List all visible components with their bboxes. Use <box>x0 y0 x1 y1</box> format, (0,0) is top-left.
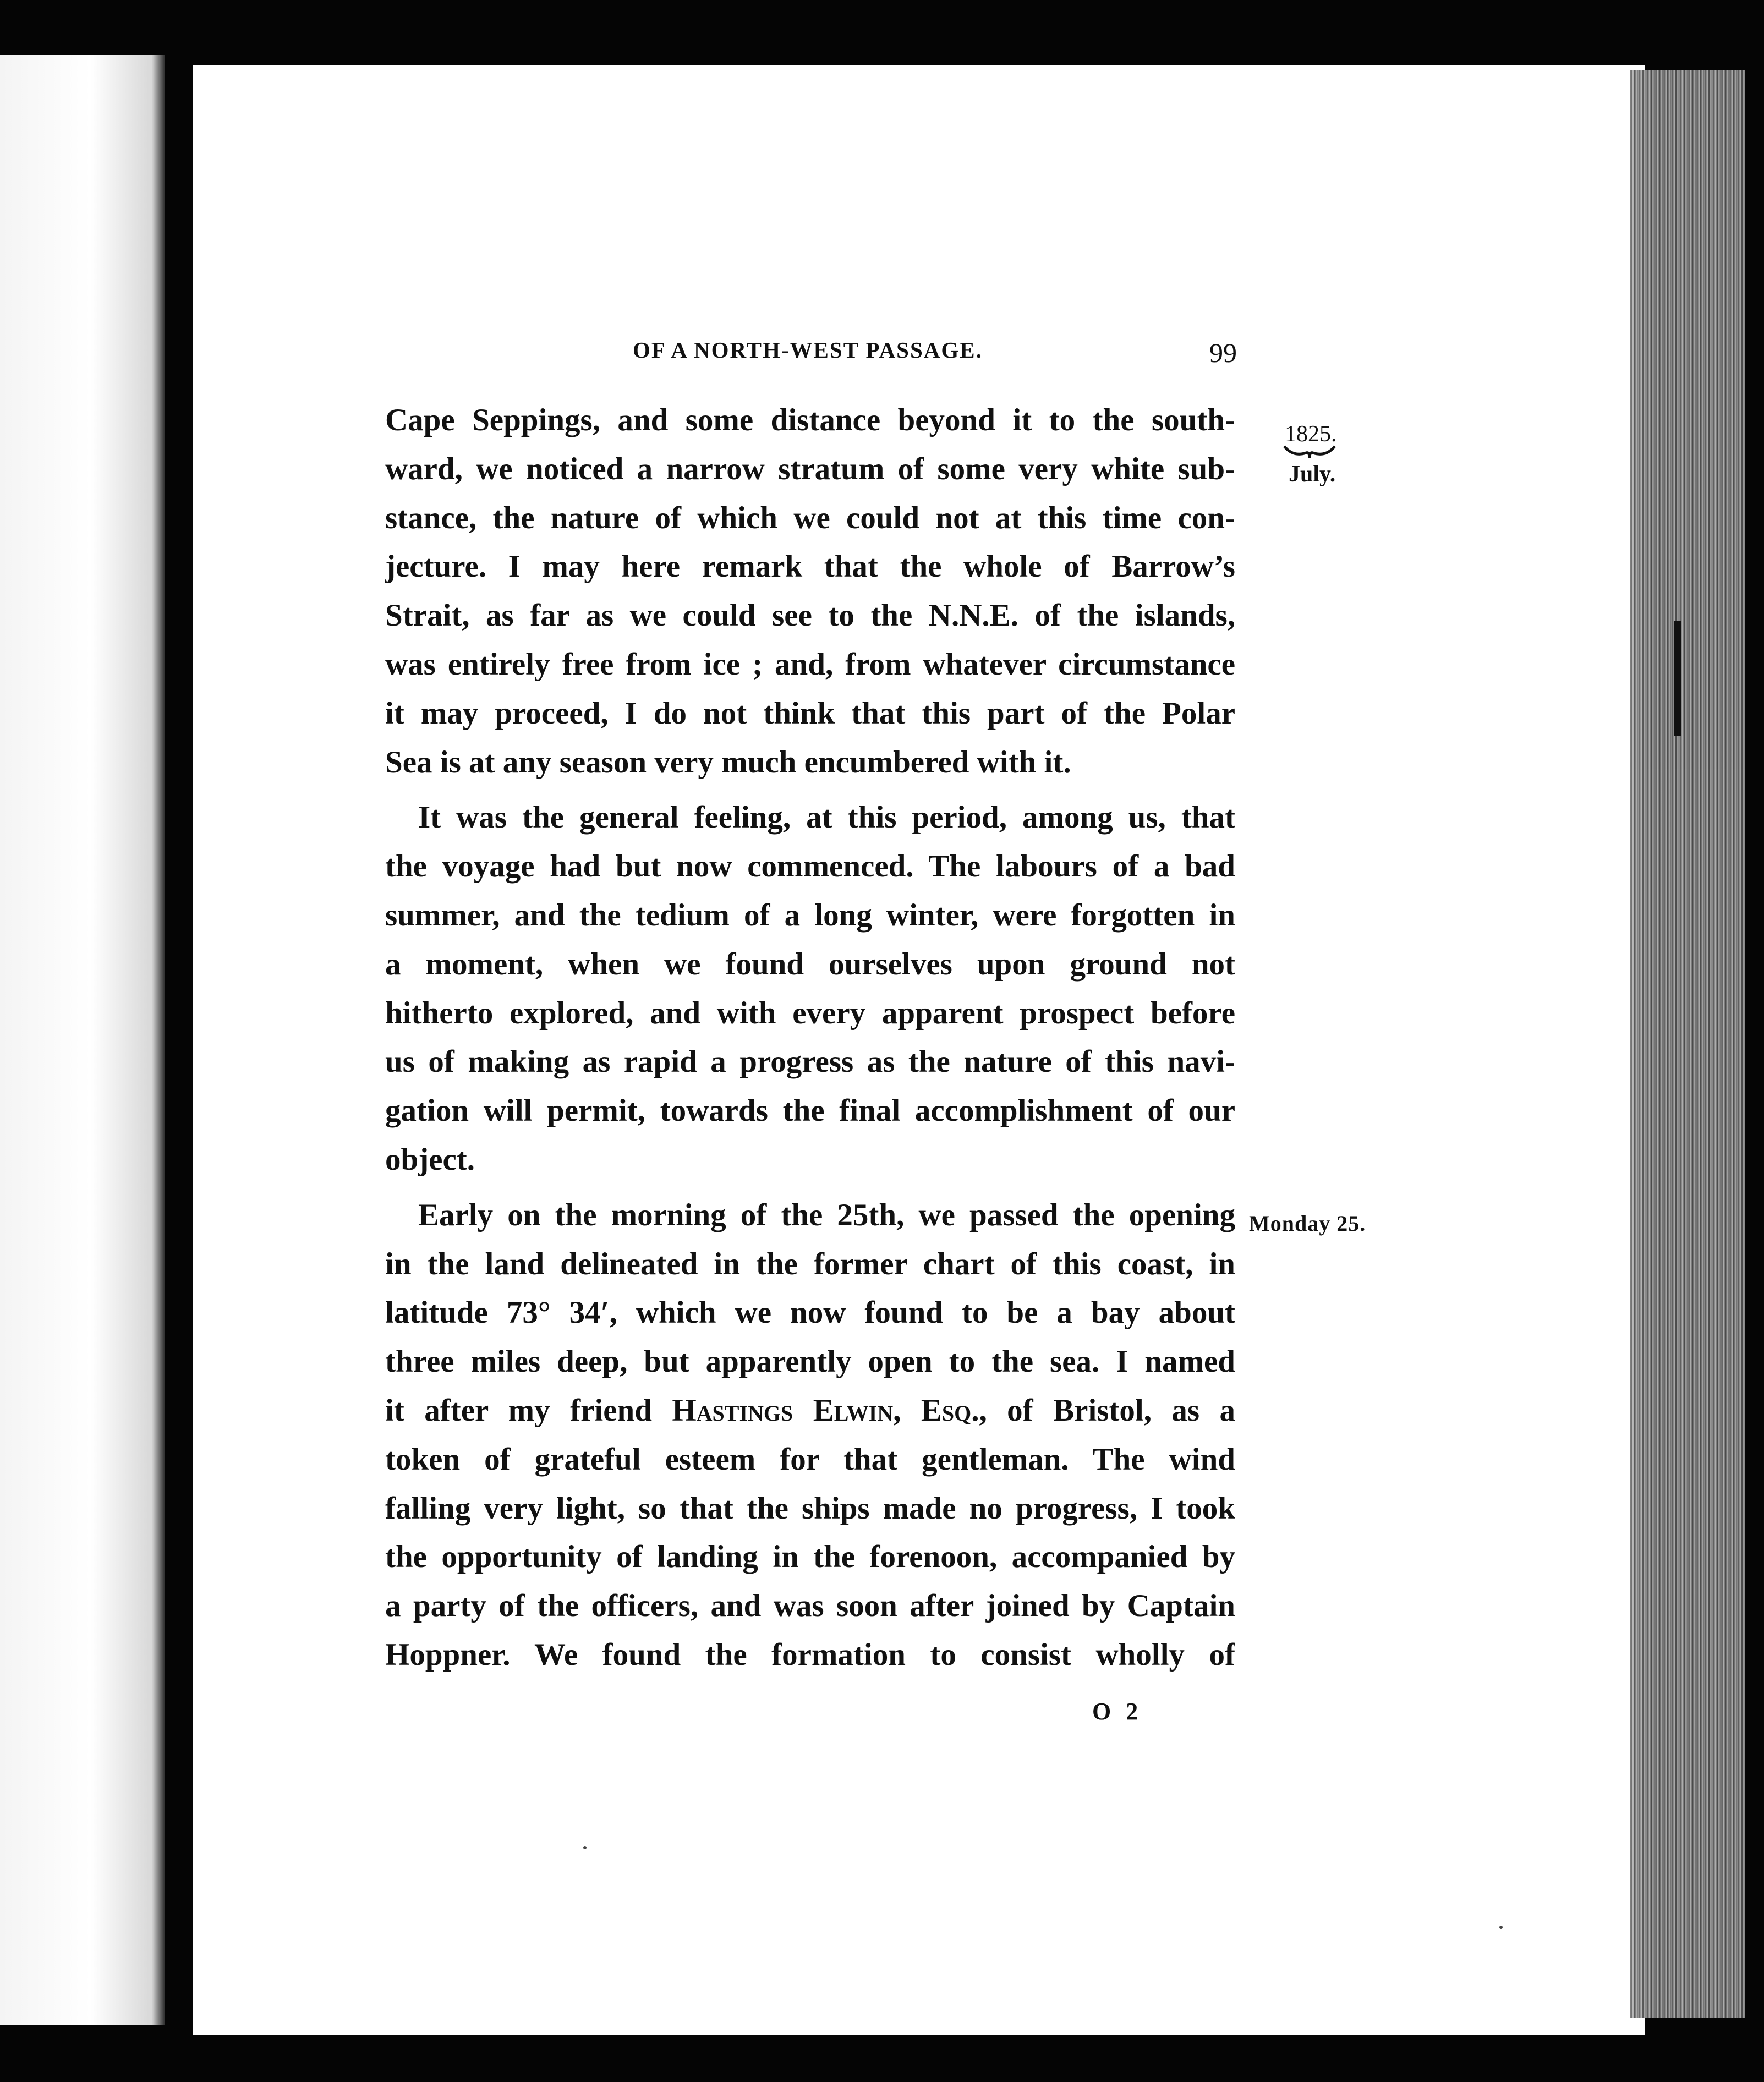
text-line: object. <box>385 1142 475 1177</box>
text-line: latitude 73° 34′, which we now found to be a bay about <box>385 1295 1235 1330</box>
text-line: ward, we noticed a narrow stratum of some very white sub- <box>385 451 1235 486</box>
text-line: the opportunity of landing in the forenoon, accompanied by <box>385 1539 1235 1575</box>
margin-note-month: July. <box>1289 462 1336 487</box>
text-line: hitherto explored, and with every apparent prospect before <box>385 995 1235 1031</box>
paragraph <box>385 1191 1235 1680</box>
page-number: 99 <box>1209 337 1237 368</box>
text-line: It was the general feeling, at this period, among us, that <box>418 800 1235 835</box>
paragraph <box>385 793 1235 1184</box>
body-text <box>385 396 1235 1680</box>
text-line: summer, and the tedium of a long winter, were forgotten in <box>385 897 1235 933</box>
text-line: stance, the nature of which we could not at this time con- <box>385 500 1235 535</box>
text-line: was entirely free from ice ; and, from whatever circumstance <box>385 646 1235 682</box>
paragraph-gap <box>385 787 1235 793</box>
paper-speck <box>1499 1926 1503 1929</box>
text-line: in the land delineated in the former chart of this coast, in <box>385 1246 1235 1281</box>
text-span: , of Bristol, as a <box>979 1393 1235 1428</box>
text-line: us of making as rapid a progress as the nature of this navi- <box>385 1044 1235 1080</box>
text-line: gation will permit, towards the final accomplishment of our <box>385 1093 1235 1128</box>
margin-note-day: Monday 25. <box>1249 1211 1366 1236</box>
text-line: it may proceed, I do not think that this part of the Polar <box>385 695 1235 731</box>
margin-note-year: 1825. <box>1285 421 1337 447</box>
signature-mark: O 2 <box>1092 1698 1143 1725</box>
text-span: it after my friend <box>385 1393 672 1428</box>
page-block-edges <box>1630 70 1745 2018</box>
text-line: Early on the morning of the 25th, we passed the opening <box>418 1197 1235 1232</box>
smallcaps-name: Hastings Elwin, Esq. <box>672 1393 979 1428</box>
paper-speck <box>583 1846 587 1849</box>
text-line: token of grateful esteem for that gentleman. The wind <box>385 1442 1235 1477</box>
text-line: Hoppner. We found the formation to consist wholly of <box>385 1637 1235 1672</box>
paragraph <box>385 396 1235 787</box>
text-line: a moment, when we found ourselves upon ground not <box>385 946 1235 982</box>
text-line: Strait, as far as we could see to the N.N.E. of the islands, <box>385 598 1235 633</box>
text-line: jecture. I may here remark that the whole of Barrow’s <box>385 549 1235 584</box>
text-line <box>385 1387 1235 1436</box>
text-line: the voyage had but now commenced. The labours of a bad <box>385 849 1235 884</box>
text-line: Cape Seppings, and some distance beyond it to the south- <box>385 403 1235 437</box>
running-head: OF A NORTH-WEST PASSAGE. <box>633 337 983 363</box>
text-line: three miles deep, but apparently open to the sea. I named <box>385 1344 1235 1379</box>
text-line: falling very light, so that the ships made no progress, I took <box>385 1491 1235 1526</box>
margin-brace-icon <box>1282 443 1337 459</box>
text-line: Sea is at any season very much encumbered with it. <box>385 744 1071 780</box>
paragraph-gap <box>385 1185 1235 1191</box>
text-line: a party of the officers, and was soon after joined by Captain <box>385 1588 1235 1624</box>
left-page-edge <box>0 55 165 2025</box>
